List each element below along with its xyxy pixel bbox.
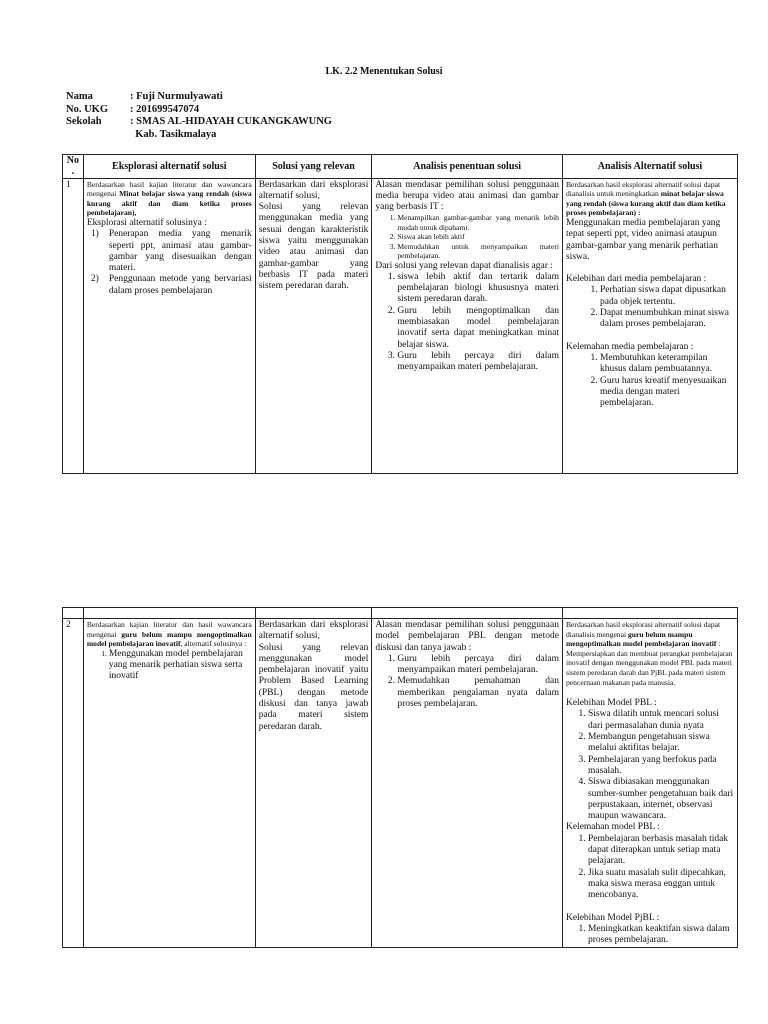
- pbl-advantages-list: [566, 709, 734, 822]
- list-item: 2. Guru lebih mengoptimalkan dan membiasakan model pembelajaran inovatif serta dapat meningkatkan minat belajar siswa.: [397, 306, 559, 351]
- list-item: Penggunaan metode yang bervariasi dalam proses pembelajaran: [108, 274, 252, 296]
- relevant-solution-cell: [255, 178, 372, 473]
- disadvantages-label: Kelemahan media pembelajaran :: [565, 341, 694, 352]
- row-number: 2: [63, 619, 84, 948]
- header-relevant-solution: Solusi yang relevan: [255, 155, 372, 179]
- table-row: [63, 178, 738, 473]
- info-key: No. UKG: [66, 103, 108, 115]
- info-value: : Fuji Nurmulyawati: [130, 91, 223, 102]
- info-key: Sekolah: [66, 116, 102, 127]
- analysis-goals-list: [375, 272, 559, 374]
- info-value: : SMAS AL-HIDAYAH CUKANGKAWUNG: [130, 116, 332, 127]
- list-item: 1. Membutuhkan keterampilan khusus dalam pembuatannya.: [600, 353, 734, 376]
- pbl-disadvantages-label: Kelemahan model PBL :: [565, 822, 660, 833]
- relevant-solution-intro: Berdasarkan dari eksplorasi alternatif solusi,: [258, 179, 369, 201]
- solution-analysis-cell: [372, 619, 563, 948]
- relevant-solution-text: Solusi yang relevan menggunakan media yang sesuai dengan karakteristik siswa yaitu menggunakan video atau animasi dan gambar-gambar yang berbasis IT pada materi sistem peredaran darah.: [258, 202, 369, 292]
- exploration-intro: Berdasarkan hasil kajian literatur dan wawancara mengenai Minat belajar siswa yang rendah (siswa kurang aktif dan diam ketika proses pembelajaran),: [86, 179, 252, 218]
- list-item: Penerapan media yang menarik seperti ppt, animasi atau gambar-gambar yang disesuaikan dengan materi.: [108, 229, 252, 274]
- pbl-disadvantages-list: [566, 834, 734, 902]
- list-item: 2. Memudahkan pemahaman dan memberikan pengalaman nyata dalam proses pembelajaran.: [397, 676, 559, 710]
- relevant-solution-cell: [255, 619, 372, 948]
- relevant-solution-intro: Berdasarkan dari eksplorasi alternatif solusi,: [258, 620, 369, 642]
- list-item: 2. Membangun pengetahuan siswa melalui aktifitas belajar.: [588, 732, 734, 755]
- info-key: Nama: [66, 91, 93, 102]
- info-value: : 201699547074: [130, 103, 200, 115]
- info-value: Kab. Tasikmalaya: [130, 128, 217, 140]
- info-key: [66, 129, 130, 142]
- list-item: 1. Guru lebih percaya diri dalam menyampaikan materi pembelajaran.: [397, 654, 559, 677]
- list-item: 1. Pembelajaran berbasis masalah tidak dapat diterapkan untuk setiap mata pelajaran.: [588, 834, 734, 868]
- info-row-regency: [66, 129, 332, 142]
- info-row-school: [66, 116, 332, 129]
- relevant-solution-text: Solusi yang relevan menggunakan model pembelajaran inovatif yaitu Problem Based Learning (PBL) dengan metode diskusi dan tanya jawab pada materi sistem peredaran darah.: [258, 642, 369, 732]
- list-item: 2. Dapat menumbuhkan minat siswa dalam proses pembelajaran.: [600, 308, 734, 331]
- table-header-row: [63, 155, 738, 179]
- list-item: 1. Perhatian siswa dapat dipusatkan pada objek tertentu.: [600, 285, 734, 308]
- row-number: 1: [63, 178, 84, 473]
- table-row: [63, 619, 738, 948]
- solution-table-2: [62, 607, 738, 948]
- alternative-analysis-cell: [562, 178, 737, 473]
- table-header-row-empty: [63, 608, 738, 619]
- solution-analysis-cell: [372, 178, 563, 473]
- solution-table-1: [62, 154, 738, 474]
- pbl-advantages-label: Kelebihan Model PBL :: [565, 698, 657, 709]
- analysis-reasons-list: [375, 654, 559, 710]
- exploration-list: [87, 229, 252, 297]
- alternative-analysis-cell: [562, 619, 737, 948]
- alternative-text: Menggunakan media pembelajaran yang tepat seperti ppt, video animasi ataupun gambar-gambar yang menarik perhatian siswa.: [565, 217, 721, 262]
- list-item: 4. Siswa dibiasakan menggunakan sumber-sumber pengetahuan baik dari perpustakaan, internet, observasi maupun wawancara.: [588, 777, 734, 822]
- header-alternative-analysis: Analisis Alternatif solusi: [562, 155, 737, 179]
- list-item: 2. Jika suatu masalah sulit dipecahkan, maka siswa merasa enggan untuk mencobanya.: [588, 868, 734, 902]
- analysis-intro: Alasan mendasar pemilihan solusi penggunaan media berupa video atau animasi dan gambar yang berbasis IT :: [375, 179, 559, 213]
- page-title: LK. 2.2 Menentukan Solusi: [325, 66, 443, 77]
- exploration-intro: Berdasarkan kajian literatur dan hasil wawancara mengenai guru belum mampu mengoptimalkan model pembelajaran inovatif, alternatif solusinya :: [86, 620, 252, 649]
- disadvantages-list: [566, 353, 734, 409]
- list-item: 3. Pembelajaran yang berfokus pada masalah.: [588, 755, 734, 778]
- list-item: 3. Guru lebih percaya diri dalam menyampaikan materi pembelajaran.: [397, 351, 559, 374]
- list-item: 1. Menggunakan model pembelajaran yang menarik perhatian siswa serta inovatif: [109, 649, 252, 683]
- header-no: No .: [63, 155, 84, 179]
- exploration-lead: Eksplorasi alternatif solusinya :: [86, 217, 207, 228]
- pjbl-advantages-label: Kelebihan Model PjBL :: [565, 912, 660, 923]
- alternative-intro: Berdasarkan hasil eksplorasi alternatif solusi dapat dianalisis mengenai guru belum mampu mengoptimalkan model pembelajaran inovatif : Mempersiapkan dan membuat perangkat pembelajaran inovatif dengan menggunakan model PBL pada materi sistem peredaran darah dan PjBL pada materi sistem pencernaan makanan pada manusia.: [565, 620, 733, 687]
- list-item: 2. Guru harus kreatif menyesuaikan media dengan materi pembelajaran.: [600, 376, 734, 410]
- list-item: 1. Meningkatkan keaktifan siswa dalam proses pembelajaran.: [588, 924, 734, 947]
- analysis-reasons-list: [375, 213, 559, 260]
- exploration-list: [87, 649, 252, 683]
- advantages-list: [566, 285, 734, 330]
- alternative-intro: Berdasarkan hasil eksplorasi alternatif solusi dapat dianalisis untuk meningkatkan minat belajar siswa yang rendah (siswa kurang aktif dan diam ketika proses pembelajaran) :: [565, 179, 726, 218]
- list-item: 3. Memudahkan untuk menyampaikan materi pembelajaran.: [397, 242, 559, 261]
- list-item: 1. Siswa dilatih untuk mencari solusi dari permasalahan dunia nyata: [588, 709, 734, 732]
- analysis-lead: Dari solusi yang relevan dapat dianalisis agar :: [375, 260, 553, 271]
- list-item: 1. siswa lebih aktif dan tertarik dalam pembelajaran biologi khususnya materi sistem peredaran darah.: [397, 272, 559, 306]
- header-exploration: Eksplorasi alternatif solusi: [83, 155, 255, 179]
- info-row-ukg: [66, 104, 332, 117]
- exploration-cell: [83, 619, 255, 948]
- advantages-label: Kelebihan dari media pembelajaran :: [565, 274, 707, 285]
- header-solution-analysis: Analisis penentuan solusi: [372, 155, 563, 179]
- analysis-intro: Alasan mendasar pemilihan solusi penggunaan model pembelajaran PBL dengan metode diskusi dan tanya jawab :: [375, 620, 559, 653]
- list-item: 1. Menampilkan gambar-gambar yang menarik lebih mudah untuk dipahami.: [397, 213, 559, 232]
- identity-block: [66, 91, 332, 141]
- info-row-name: [66, 91, 332, 104]
- pjbl-advantages-list: [566, 924, 734, 947]
- list-item: 2. Siswa akan lebih aktif: [397, 232, 559, 241]
- exploration-cell: [83, 178, 255, 473]
